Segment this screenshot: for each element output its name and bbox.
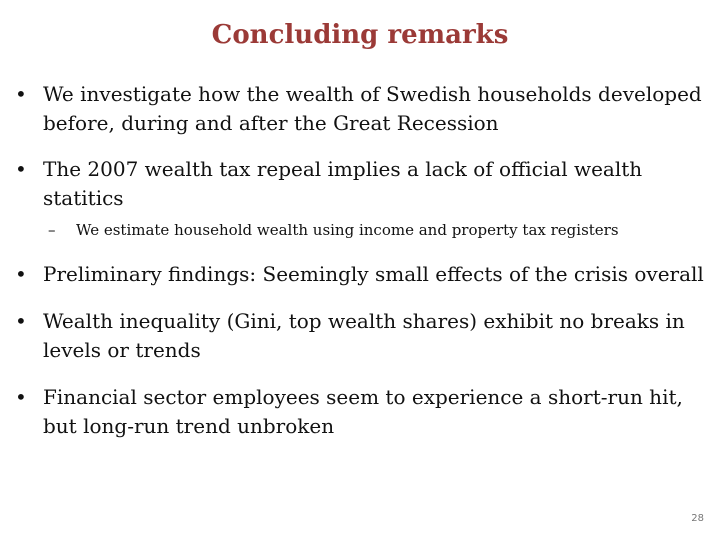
bullet-text: The 2007 wealth tax repeal implies a lack of official wealth statitics <box>43 157 643 210</box>
bullet-marker: • <box>15 157 27 181</box>
bullet-text: Financial sector employees seem to experience a short-run hit, but long-run trend unbroken <box>43 385 683 438</box>
bullet-marker: • <box>15 309 27 333</box>
bullet-item <box>15 80 705 138</box>
bullet-text: Wealth inequality (Gini, top wealth shares) exhibit no breaks in levels or trends <box>43 309 685 362</box>
bullet-text: Preliminary findings: Seemingly small effects of the crisis overall <box>43 262 704 286</box>
bullet-item <box>15 155 705 213</box>
bullet-item <box>15 383 705 441</box>
bullet-marker: • <box>15 385 27 409</box>
bullet-item <box>15 260 705 289</box>
sub-bullet-marker: – <box>48 221 56 239</box>
bullet-marker: • <box>15 262 27 286</box>
page-number: 28 <box>691 513 704 524</box>
sub-bullet-item <box>48 219 708 241</box>
sub-bullet-text: We estimate household wealth using income and property tax registers <box>76 221 619 239</box>
bullet-marker: • <box>15 82 27 106</box>
bullet-item <box>15 307 705 365</box>
slide-title: Concluding remarks <box>211 20 509 50</box>
bullet-text: We investigate how the wealth of Swedish households developed before, during and after the Great Recession <box>43 82 702 135</box>
